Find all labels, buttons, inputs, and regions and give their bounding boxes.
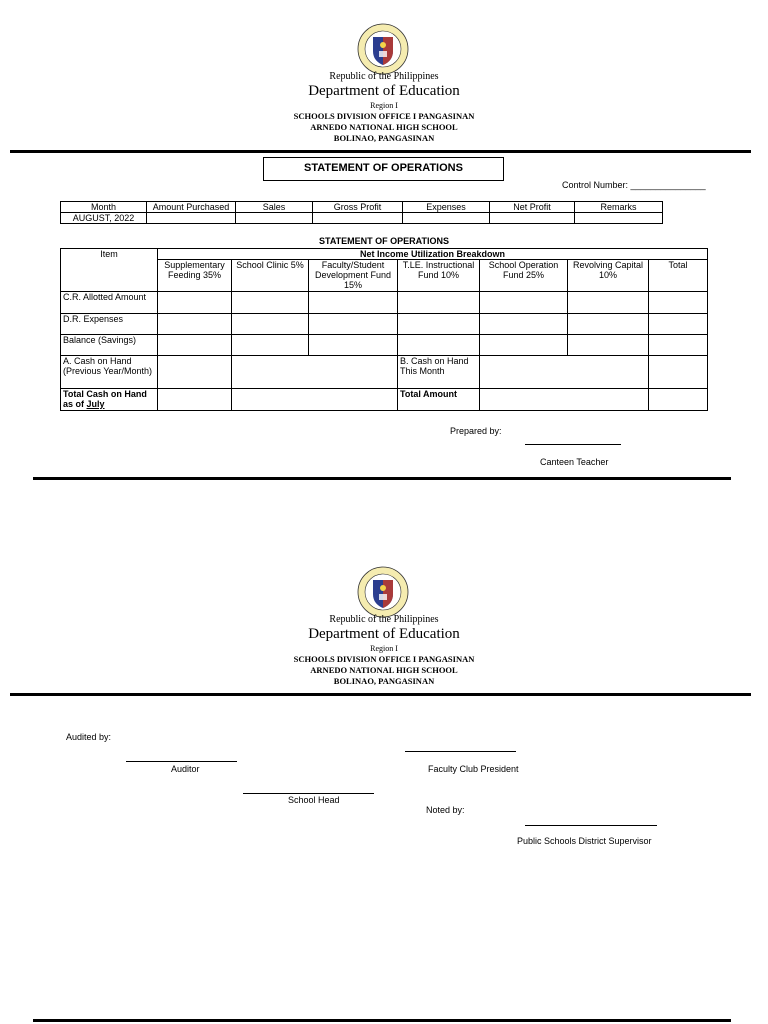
cell-sales[interactable] [236,213,313,224]
col-school-operation-fund: School Operation Fund 25% [480,260,568,292]
ops-header-row-2 [61,260,708,292]
faculty-club-president-label: Faculty Club President [428,764,519,774]
region-line: Region I [370,101,398,110]
prepared-by-label: Prepared by: [450,426,502,436]
cell[interactable] [480,335,568,356]
address-line: BOLINAO, PANGASINAN [333,676,435,686]
header-expenses: Expenses [403,202,490,213]
item-header: Item [61,249,158,292]
republic-line: Republic of the Philippines [329,71,439,82]
cell[interactable] [232,335,309,356]
audited-by-label: Audited by: [66,732,112,742]
cell[interactable] [232,356,398,389]
cell[interactable] [232,314,309,335]
cell-remarks[interactable] [575,213,663,224]
summary-data-row [61,213,663,224]
col-tle-fund: T.LE. Instructional Fund 10% [398,260,480,292]
cell[interactable] [480,356,649,389]
total-amount-label: Total Amount [398,389,480,411]
deped-seal-icon [357,23,409,75]
row-balance [61,335,708,356]
row-label-balance: Balance (Savings) [61,335,158,356]
row-dr-expenses [61,314,708,335]
header-divider-2 [10,693,751,696]
supervisor-label: Public Schools District Supervisor [517,836,652,846]
cell[interactable] [480,314,568,335]
cell[interactable] [309,314,398,335]
row-totals [61,389,708,411]
cell[interactable] [649,356,708,389]
supervisor-signature-line[interactable] [525,825,657,826]
republic-line: Republic of the Philippines [329,614,439,625]
auditor-signature-line[interactable] [126,761,237,762]
header-divider [10,150,751,153]
row-cr-allotted [61,292,708,314]
cell[interactable] [158,335,232,356]
operations-table [60,248,708,411]
breakdown-header: Net Income Utilization Breakdown [158,249,708,260]
department-line: Department of Education [308,626,460,642]
cell[interactable] [649,389,708,411]
auditor-label: Auditor [171,764,200,774]
header-remarks: Remarks [575,202,663,213]
cell-expenses[interactable] [403,213,490,224]
cell[interactable] [158,389,232,411]
cell-amount-purchased[interactable] [147,213,236,224]
control-number-label: Control Number: _______________ [562,180,706,190]
col-total: Total [649,260,708,292]
ops-header-row-1 [61,249,708,260]
cell[interactable] [568,292,649,314]
school-line: ARNEDO NATIONAL HIGH SCHOOL [310,665,458,675]
department-line: Department of Education [308,83,460,99]
total-cash-prefix: Total Cash on Hand as of [63,389,147,409]
deped-seal-icon [357,566,409,618]
cell[interactable] [158,356,232,389]
cell-month: AUGUST, 2022 [61,213,147,224]
canteen-teacher-signature-line[interactable] [525,444,621,445]
cell[interactable] [309,292,398,314]
cell[interactable] [398,292,480,314]
division-line: SCHOOLS DIVISION OFFICE I PANGASINAN [293,111,475,121]
cell[interactable] [568,314,649,335]
total-cash-month: July [86,399,105,409]
row-cash-on-hand [61,356,708,389]
col-faculty-student-fund: Faculty/Student Development Fund 15% [309,260,398,292]
cell[interactable] [649,292,708,314]
operations-title: STATEMENT OF OPERATIONS [319,236,449,246]
cell[interactable] [398,314,480,335]
cell[interactable] [649,314,708,335]
region-line: Region I [370,644,398,653]
cash-b-label: B. Cash on Hand This Month [398,356,480,389]
header-net-profit: Net Profit [490,202,575,213]
header-gross-profit: Gross Profit [313,202,403,213]
header-month: Month [61,202,147,213]
cell[interactable] [568,335,649,356]
address-line: BOLINAO, PANGASINAN [333,133,435,143]
cell[interactable] [232,292,309,314]
total-cash-label [61,389,158,411]
school-head-signature-line[interactable] [243,793,374,794]
page-title: STATEMENT OF OPERATIONS [263,157,504,181]
col-school-clinic: School Clinic 5% [232,260,309,292]
school-head-label: School Head [288,795,340,805]
noted-by-label: Noted by: [426,805,465,815]
cell[interactable] [480,389,649,411]
cell[interactable] [480,292,568,314]
header-amount-purchased: Amount Purchased [147,202,236,213]
faculty-club-president-signature-line[interactable] [405,751,516,752]
cell[interactable] [158,292,232,314]
row-label-dr-expenses: D.R. Expenses [61,314,158,335]
cell[interactable] [649,335,708,356]
canteen-teacher-label: Canteen Teacher [540,457,609,467]
header-sales: Sales [236,202,313,213]
cash-a-label: A. Cash on Hand (Previous Year/Month) [61,356,158,389]
division-line: SCHOOLS DIVISION OFFICE I PANGASINAN [293,654,475,664]
summary-header-row [61,202,663,213]
cell[interactable] [232,389,398,411]
cell-gross-profit[interactable] [313,213,403,224]
col-revolving-capital: Revolving Capital 10% [568,260,649,292]
cell-net-profit[interactable] [490,213,575,224]
page2-footer-rule [33,1019,731,1022]
cell[interactable] [309,335,398,356]
col-supplementary-feeding: Supplementary Feeding 35% [158,260,232,292]
row-label-cr-allotted: C.R. Allotted Amount [61,292,158,314]
summary-table [60,201,663,224]
cell[interactable] [398,335,480,356]
school-line: ARNEDO NATIONAL HIGH SCHOOL [310,122,458,132]
cell[interactable] [158,314,232,335]
page1-footer-rule [33,477,731,480]
